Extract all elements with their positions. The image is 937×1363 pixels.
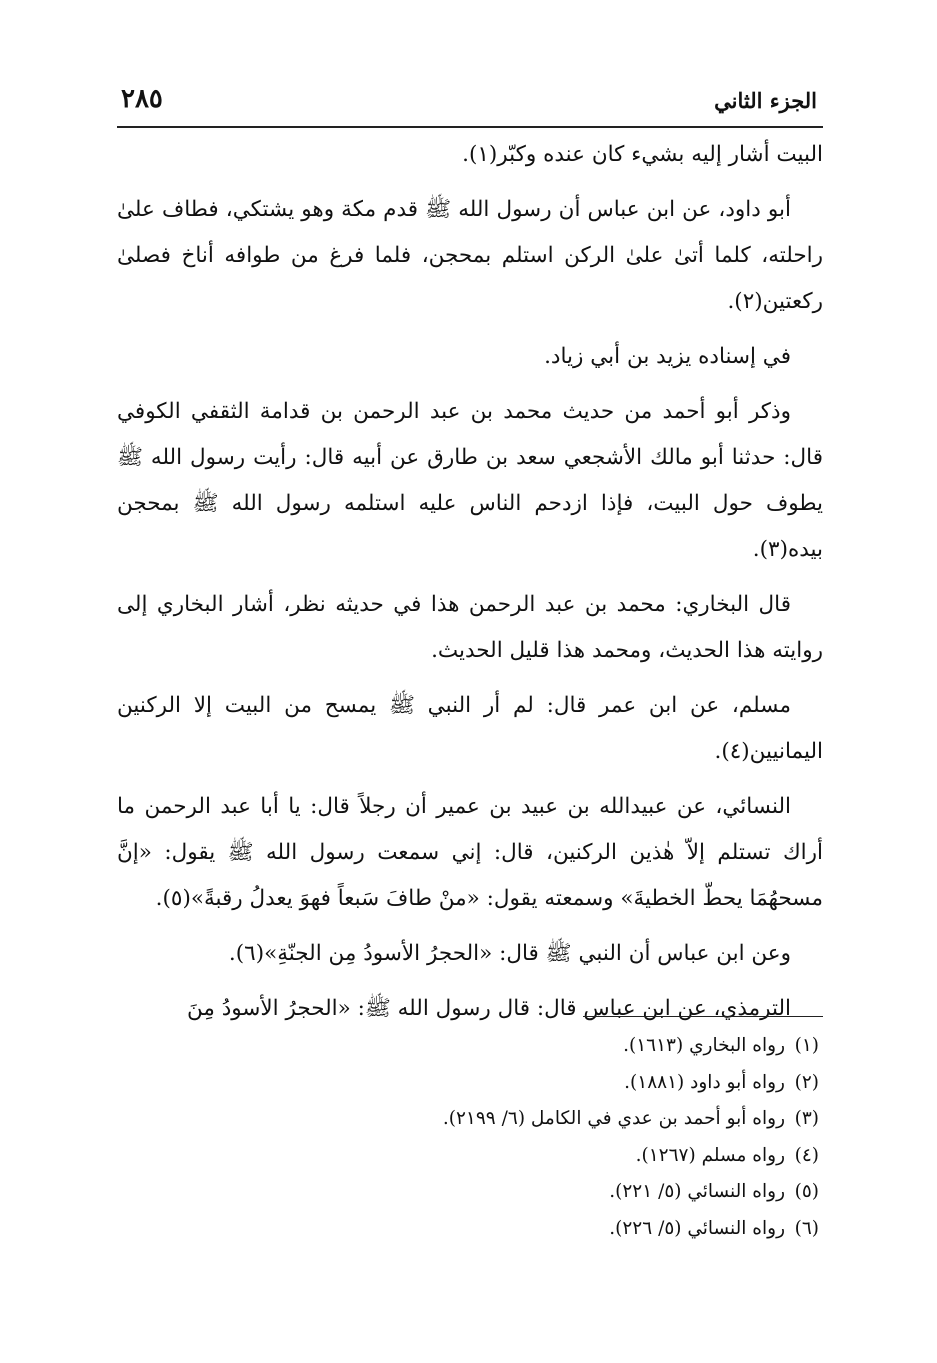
- footnote-divider: [583, 1016, 823, 1017]
- footnote-number: (١): [794, 1035, 819, 1056]
- footnote-text: رواه أبو أحمد بن عدي في الكامل (٦/ ٢١٩٩).: [442, 1108, 785, 1129]
- footnote-text: رواه البخاري (١٦١٣).: [623, 1035, 785, 1056]
- footnote: [117, 1174, 823, 1211]
- paragraph: قال البخاري: محمد بن عبد الرحمن هذا في حديثه نظر، أشار البخاري إلى روايته هذا الحديث، ومحمد هذا قليل الحديث.: [117, 592, 823, 663]
- page-number: ٢٨٥: [121, 84, 163, 114]
- paragraph: البيت أشار إليه بشيء كان عنده وكبّر(١).: [462, 142, 823, 167]
- paragraph: وذكر أبو أحمد من حديث محمد بن عبد الرحمن بن قدامة الثقفي الكوفي قال: حدثنا أبو مالك الأشجعي سعد بن طارق عن أبيه قال: رأيت رسول الله ﷺ يطوف حول البيت، فإذا ازدحم الناس عليه استلمه رسول الله ﷺ بمحجن بيده(٣).: [117, 399, 823, 562]
- main-text: [117, 132, 823, 1041]
- footnote-text: رواه أبو داود (١٨٨١).: [624, 1071, 785, 1093]
- footnote-text: رواه النسائي (٥/ ٢٢٦).: [609, 1217, 785, 1239]
- paragraph: النسائي، عن عبيدالله بن عبيد بن عمير أن رجلاً قال: يا أبا عبد الرحمن ما أراك تستلم إلاّ هٰذين الركنين، قال: إني سمعت رسول الله ﷺ يقول: «إنَّ مسحهُمَا يحطّ الخطيةَ» وسمعته يقول: «منْ طافَ سَبعاً فهوَ يعدلُ رقبةً»(٥).: [117, 794, 823, 911]
- running-head: الجزء الثاني: [714, 88, 817, 113]
- footnote-number: (٤): [794, 1144, 819, 1166]
- footnote: [117, 1028, 823, 1065]
- footnote-number: (٣): [794, 1108, 819, 1129]
- paragraph: مسلم، عن ابن عمر قال: لم أر النبي ﷺ يمسح من البيت إلا الركنين اليمانيين(٤).: [117, 693, 823, 764]
- footnote-number: (٢): [794, 1071, 819, 1093]
- paragraph: أبو داود، عن ابن عباس أن رسول الله ﷺ قدم مكة وهو يشتكي، فطاف علىٰ راحلته، كلما أتىٰ علىٰ الركن استلم بمحجن، فلما فرغ من طوافه أناخ فصلىٰ ركعتين(٢).: [117, 197, 823, 314]
- footnote-text: رواه مسلم (١٢٦٧).: [635, 1144, 785, 1166]
- footnote-number: (٦): [794, 1217, 819, 1239]
- page-header: [117, 78, 823, 128]
- paragraph: في إسناده يزيد بن أبي زياد.: [544, 344, 791, 369]
- footnote: [117, 1211, 823, 1248]
- footnotes: [117, 1028, 823, 1247]
- footnote: [117, 1101, 823, 1138]
- paragraph: وعن ابن عباس أن النبي ﷺ قال: «الحجرُ الأسودُ مِن الجنّةِ»(٦).: [228, 941, 791, 966]
- footnote: [117, 1065, 823, 1102]
- footnote: [117, 1138, 823, 1175]
- footnote-number: (٥): [794, 1181, 819, 1202]
- footnote-text: رواه النسائي (٥/ ٢٢١).: [609, 1181, 785, 1202]
- paragraph: الترمذي، عن ابن عباس قال: قال رسول الله ﷺ: «الحجرُ الأسودُ مِنَ: [186, 996, 791, 1021]
